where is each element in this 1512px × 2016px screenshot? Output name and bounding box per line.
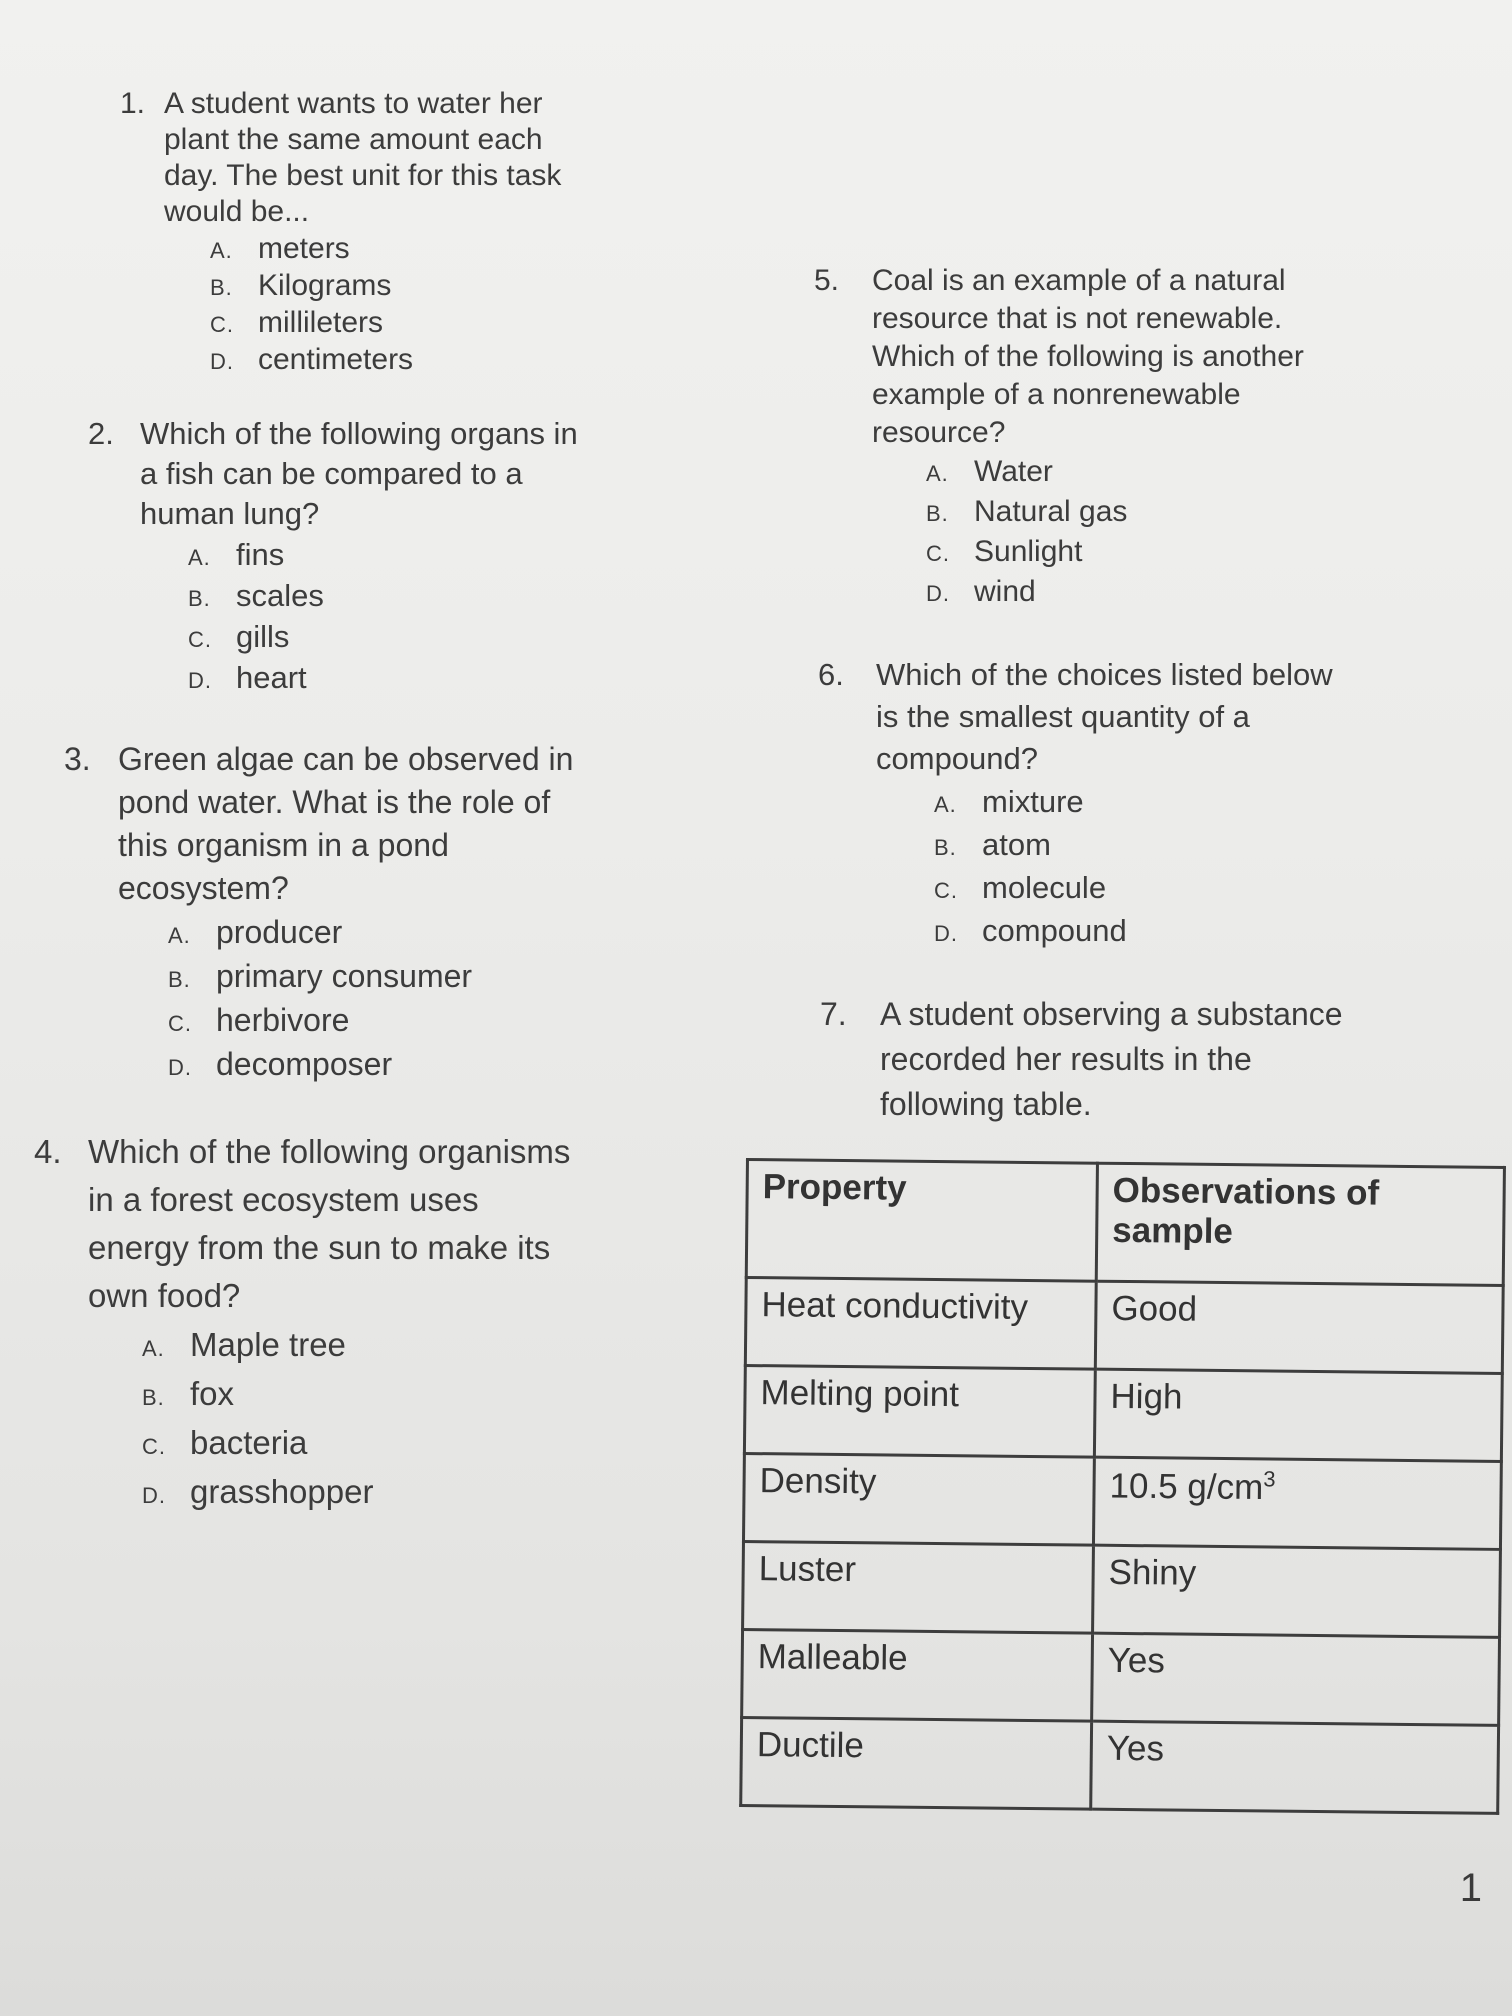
option-text: molecule xyxy=(982,870,1107,905)
option-text: atom xyxy=(982,827,1051,862)
question-7 xyxy=(820,992,1440,1127)
question-6 xyxy=(818,654,1418,952)
option-letter: C. xyxy=(210,312,234,337)
table-row xyxy=(744,1366,1502,1462)
table-header-row xyxy=(746,1160,1504,1286)
question-text: Green algae can be observed in pond water. What is the role of this organism in a pond ecosystem? xyxy=(118,741,574,906)
table-cell-observation: High xyxy=(1094,1369,1502,1461)
question-number: 5. xyxy=(814,264,840,297)
option-d[interactable] xyxy=(934,909,1418,952)
option-letter: D. xyxy=(934,921,958,946)
question-5 xyxy=(814,262,1374,612)
answer-options xyxy=(926,452,1374,612)
answer-options xyxy=(168,910,644,1086)
question-number: 7. xyxy=(820,996,847,1032)
question-text: Coal is an example of a natural resource that is not renewable. Which of the following is another example of a nonrenewable resource? xyxy=(872,264,1304,449)
option-letter: A. xyxy=(926,461,949,486)
option-b[interactable] xyxy=(926,492,1374,532)
option-letter: B. xyxy=(210,275,233,300)
option-d[interactable] xyxy=(188,657,648,698)
density-superscript: 3 xyxy=(1263,1466,1276,1492)
option-a[interactable] xyxy=(142,1320,654,1369)
option-text: grasshopper xyxy=(190,1473,374,1510)
table-cell-observation: Yes xyxy=(1091,1721,1499,1813)
answer-options xyxy=(188,534,648,698)
option-d[interactable] xyxy=(168,1042,644,1086)
question-number: 1. xyxy=(120,87,146,120)
option-a[interactable] xyxy=(210,230,640,267)
option-letter: D. xyxy=(926,581,950,606)
option-c[interactable] xyxy=(210,304,640,341)
question-text: A student wants to water her plant the same amount each day. The best unit for this task would be... xyxy=(164,87,562,228)
option-text: decomposer xyxy=(216,1046,393,1082)
option-b[interactable] xyxy=(210,267,640,304)
option-letter: A. xyxy=(168,923,191,948)
option-text: mixture xyxy=(982,784,1084,819)
question-number: 2. xyxy=(88,416,114,451)
option-letter: C. xyxy=(142,1434,166,1459)
option-d[interactable] xyxy=(926,572,1374,612)
table-row xyxy=(743,1453,1501,1549)
table-cell-property: Malleable xyxy=(742,1629,1093,1721)
option-letter: D. xyxy=(210,349,234,374)
page-number: 1 xyxy=(1459,1866,1482,1910)
option-text: fox xyxy=(190,1375,235,1412)
question-2 xyxy=(88,414,648,698)
answer-options xyxy=(210,230,640,378)
option-text: compound xyxy=(982,913,1127,948)
option-text: scales xyxy=(236,578,324,613)
option-text: herbivore xyxy=(216,1002,350,1038)
table-cell-observation xyxy=(1093,1457,1501,1549)
question-text: Which of the choices listed below is the smallest quantity of a compound? xyxy=(876,657,1333,776)
option-c[interactable] xyxy=(934,866,1418,909)
question-text: A student observing a substance recorded her results in the following table. xyxy=(880,996,1343,1122)
answer-options xyxy=(934,780,1418,952)
option-c[interactable] xyxy=(188,616,648,657)
option-text: Kilograms xyxy=(258,269,392,302)
option-c[interactable] xyxy=(926,532,1374,572)
option-text: Water xyxy=(974,455,1053,488)
option-letter: D. xyxy=(188,668,212,693)
table-cell-observation: Good xyxy=(1095,1281,1503,1373)
option-text: fins xyxy=(236,537,285,572)
option-b[interactable] xyxy=(934,823,1418,866)
option-letter: C. xyxy=(168,1011,192,1036)
option-text: wind xyxy=(974,575,1036,608)
option-text: primary consumer xyxy=(216,958,473,994)
option-b[interactable] xyxy=(168,954,644,998)
option-b[interactable] xyxy=(188,575,648,616)
option-d[interactable] xyxy=(210,341,640,378)
question-text: Which of the following organisms in a forest ecosystem uses energy from the sun to make its own food? xyxy=(88,1133,571,1314)
question-4 xyxy=(34,1128,654,1516)
option-d[interactable] xyxy=(142,1467,654,1516)
option-letter: A. xyxy=(142,1336,165,1361)
question-3 xyxy=(64,738,644,1086)
table-header-observations: Observations of sample xyxy=(1096,1163,1504,1285)
question-text: Which of the following organs in a fish can be compared to a human lung? xyxy=(140,416,578,531)
question-number: 6. xyxy=(818,657,844,692)
option-letter: A. xyxy=(934,792,957,817)
question-number: 4. xyxy=(34,1133,62,1170)
option-a[interactable] xyxy=(168,910,644,954)
option-text: Maple tree xyxy=(190,1326,346,1363)
table-cell-property: Density xyxy=(743,1453,1094,1545)
table-cell-property: Ductile xyxy=(741,1717,1092,1809)
table-cell-property: Melting point xyxy=(744,1366,1095,1458)
table-cell-observation: Yes xyxy=(1092,1633,1500,1725)
option-text: millileters xyxy=(258,306,384,339)
option-letter: B. xyxy=(142,1385,165,1410)
option-letter: D. xyxy=(168,1055,192,1080)
question-number: 3. xyxy=(64,741,91,777)
option-text: bacteria xyxy=(190,1424,308,1461)
option-letter: C. xyxy=(188,627,212,652)
option-letter: C. xyxy=(926,541,950,566)
answer-options xyxy=(142,1320,654,1516)
option-c[interactable] xyxy=(142,1418,654,1467)
option-letter: A. xyxy=(210,238,233,263)
option-text: Sunlight xyxy=(974,535,1083,568)
option-letter: B. xyxy=(168,967,191,992)
option-letter: A. xyxy=(188,545,211,570)
table-row xyxy=(742,1629,1500,1725)
table-cell-observation: Shiny xyxy=(1093,1545,1501,1637)
table-row xyxy=(745,1278,1503,1374)
option-letter: B. xyxy=(926,501,949,526)
option-letter: B. xyxy=(188,586,211,611)
option-text: gills xyxy=(236,619,290,654)
question-1 xyxy=(120,86,640,378)
observations-table xyxy=(739,1158,1506,1815)
table-row xyxy=(743,1541,1501,1637)
option-text: meters xyxy=(258,232,350,265)
option-a[interactable] xyxy=(934,780,1418,823)
option-letter: D. xyxy=(142,1483,166,1508)
option-text: producer xyxy=(216,914,343,950)
option-letter: B. xyxy=(934,835,957,860)
option-text: centimeters xyxy=(258,343,414,376)
table-row xyxy=(741,1717,1499,1813)
option-text: heart xyxy=(236,660,307,695)
table-cell-property: Luster xyxy=(743,1541,1094,1633)
option-a[interactable] xyxy=(188,534,648,575)
option-a[interactable] xyxy=(926,452,1374,492)
option-letter: C. xyxy=(934,878,958,903)
density-value: 10.5 g/cm xyxy=(1109,1466,1264,1508)
option-b[interactable] xyxy=(142,1369,654,1418)
table-cell-property: Heat conductivity xyxy=(745,1278,1096,1370)
option-c[interactable] xyxy=(168,998,644,1042)
table-header-property: Property xyxy=(746,1160,1097,1282)
option-text: Natural gas xyxy=(974,495,1128,528)
